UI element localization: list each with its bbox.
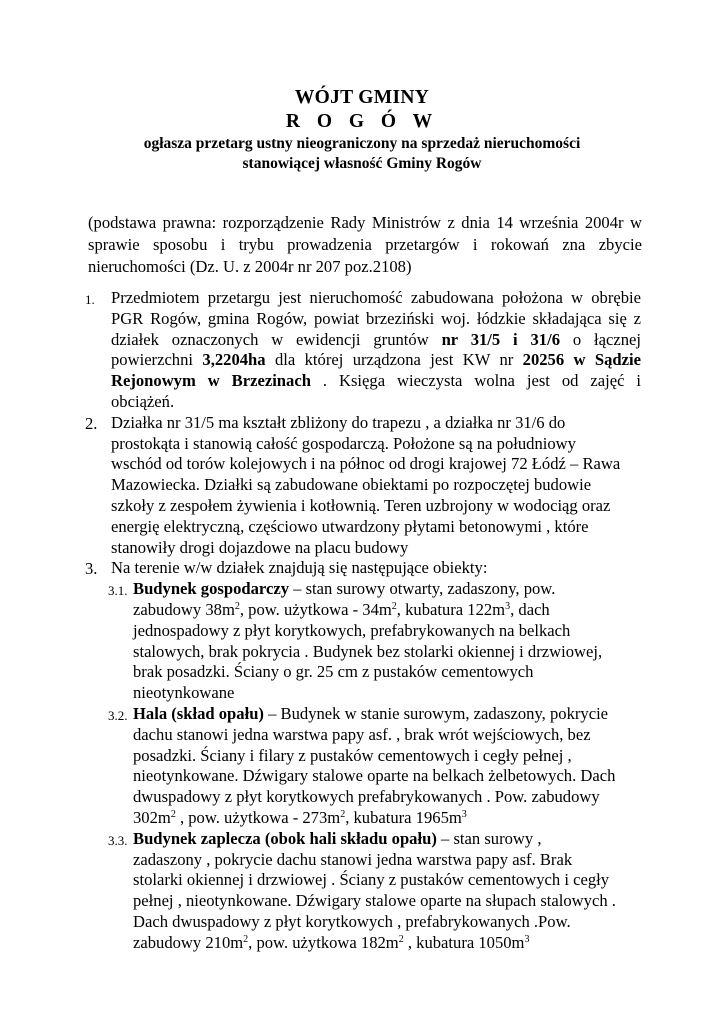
building-item — [0, 704, 724, 829]
text-fragment: o łącznej — [572, 329, 641, 349]
title-wojt-gminy: WÓJT GMINY — [294, 87, 430, 108]
legal-basis-line: (podstawa prawna: rozporządzenie Rady Ministrów z dnia 14 września 2004r w — [88, 213, 642, 232]
land-register-number: 20256 w Sądzie — [522, 350, 641, 370]
text-line: stolarki okiennej i drzwiowej . Ściany z pustaków cementowych i cegły — [133, 870, 610, 890]
text-fragment: , dach — [510, 599, 550, 619]
superscript: 3 — [505, 600, 511, 612]
text-fragment: , pow. użytkowa 182m — [248, 932, 399, 952]
superscript: 2 — [340, 808, 346, 820]
text-line: jednospadowy z płyt korytkowych, prefabrykowanych na belkach — [133, 620, 571, 640]
text-line: Na terenie w/w działek znajdują się następujące obiekty: — [111, 558, 488, 578]
text-line: stanowiły drogi dojazdowe na placu budowy — [111, 537, 409, 557]
item-number: 2. — [85, 413, 98, 433]
text-line — [111, 330, 641, 351]
item-number: 3. — [85, 559, 98, 579]
document-header — [0, 86, 724, 174]
text-line: PGR Rogów, gmina Rogów, powiat brzeziński woj. łódzkie składająca się z — [111, 308, 641, 328]
text-line: Dach dwuspadowy z płyt korytkowych , prefabrykowanych .Pow. — [133, 911, 571, 931]
text-fragment: – stan surowy otwarty, zadaszony, pow. — [289, 579, 556, 599]
building-description — [133, 704, 633, 829]
court-name: Rejonowym w Brzezinach — [111, 371, 311, 391]
superscript: 3 — [524, 933, 530, 945]
announcement-items — [0, 288, 724, 954]
text-line: wschód od torów kolejowych i na północ od drogi krajowej 72 Łódź – Rawa — [111, 454, 621, 474]
sub-item-number: 3.2. — [108, 707, 128, 723]
text-fragment: – Budynek w stanie surowym, zadaszony, pokrycie — [263, 703, 609, 723]
building-list — [0, 579, 724, 953]
text-fragment: , kubatura 1050m — [403, 932, 525, 952]
item-text — [111, 288, 641, 413]
item-text — [111, 413, 641, 559]
building-name: Budynek zaplecza (obok hali składu opału) — [133, 828, 437, 848]
text-fragment: działek oznaczonych w ewidencji gruntów — [111, 329, 429, 349]
subtitle-line-2: stanowiącej własność Gminy Rogów — [242, 155, 482, 172]
text-line — [133, 579, 633, 600]
text-line: obciążeń. — [111, 391, 175, 411]
superscript: 2 — [398, 933, 404, 945]
sub-item-number: 3.1. — [108, 583, 128, 599]
sub-item-number: 3.3. — [108, 832, 128, 848]
text-fragment: zabudowy 210m — [133, 932, 244, 952]
text-line — [133, 933, 633, 954]
superscript: 2 — [243, 933, 249, 945]
text-line — [133, 829, 633, 850]
area-value: 3,2204ha — [202, 350, 266, 370]
text-line: Mazowiecka. Działki są zabudowane obiektami po rozpoczętej budowie — [111, 475, 592, 495]
legal-basis-line: sprawie sposobu i trybu prowadzenia przetargów i rokowań zna zbycie — [88, 235, 642, 254]
text-line — [133, 808, 633, 829]
building-name: Budynek gospodarczy — [133, 579, 289, 599]
text-line: Przedmiotem przetargu jest nieruchomość zabudowana położona w obrębie — [111, 288, 641, 307]
text-line: dachu stanowi jedna warstwa papy asf. , brak wrót wejściowych, bez — [133, 724, 591, 744]
superscript: 2 — [234, 600, 240, 612]
text-line: Działka nr 31/5 ma kształt zbliżony do trapezu , a działka nr 31/6 do — [111, 412, 566, 432]
superscript: 3 — [461, 808, 467, 820]
text-line: szkoły z zespołem żywienia i kotłownią. Teren uzbrojony w wodociąg oraz — [111, 495, 611, 515]
building-item — [0, 579, 724, 704]
text-fragment: , kubatura 122m — [396, 599, 506, 619]
text-fragment: – stan surowy , — [436, 828, 542, 848]
text-line: nieotynkowane — [133, 683, 235, 703]
superscript: 2 — [170, 808, 176, 820]
text-fragment: . Księga wieczysta wolna jest od zajęć i — [322, 371, 642, 391]
building-item — [0, 829, 724, 954]
subtitle-line-1: ogłasza przetarg ustny nieograniczony na sprzedaż nieruchomości — [143, 135, 581, 152]
text-fragment: , pow. użytkowa - 34m — [239, 599, 392, 619]
item-number: 1. — [85, 292, 95, 307]
building-description — [133, 579, 633, 704]
text-line: stalowych, brak pokrycia . Budynek bez stolarki okiennej i drzwiowej, — [133, 641, 603, 661]
text-line: energię elektryczną, częściowo utwardzony płytami betonowymi , które — [111, 516, 589, 536]
text-line: brak posadzki. Ściany o gr. 25 cm z pustaków cementowych — [133, 662, 534, 682]
text-line: zadaszony , pokrycie dachu stanowi jedna warstwa papy asf. Brak — [133, 849, 573, 869]
superscript: 2 — [391, 600, 397, 612]
text-fragment: zabudowy 38m — [133, 599, 235, 619]
text-line: prostokąta i stanowią całość gospodarczą. Położone są na południowy — [111, 433, 576, 453]
legal-basis-line: nieruchomości (Dz. U. z 2004r nr 207 poz.2108) — [88, 257, 412, 276]
text-line — [133, 600, 633, 621]
item-text — [111, 558, 641, 579]
parcel-numbers: nr 31/5 i 31/6 — [441, 329, 561, 349]
text-fragment: , pow. użytkowa - 273m — [175, 807, 341, 827]
list-item — [0, 288, 724, 413]
text-fragment: , kubatura 1965m — [345, 807, 462, 827]
text-line — [133, 704, 633, 725]
text-fragment: powierzchni — [111, 350, 194, 370]
text-fragment: dla której urządzona jest KW nr — [274, 350, 514, 370]
title-rogow: R O G Ó W — [285, 111, 439, 132]
building-name: Hala (skład opału) — [133, 703, 264, 723]
text-line — [111, 371, 641, 392]
text-line — [111, 350, 641, 371]
list-item — [0, 558, 724, 953]
text-line: pełnej , nieotynkowane. Dźwigary stalowe oparte na słupach stalowych . — [133, 891, 616, 911]
list-item — [0, 413, 724, 559]
legal-basis — [88, 212, 642, 278]
building-description — [133, 829, 633, 954]
text-line: posadzki. Ściany i filary z pustaków cementowych i cegły pełnej , — [133, 745, 572, 765]
text-fragment: 302m — [133, 807, 171, 827]
text-line: dwuspadowy z płyt korytkowych prefabrykowanych . Pow. zabudowy — [133, 787, 600, 807]
text-line: nieotynkowane. Dźwigary stalowe oparte na belkach żelbetowych. Dach — [133, 766, 616, 786]
